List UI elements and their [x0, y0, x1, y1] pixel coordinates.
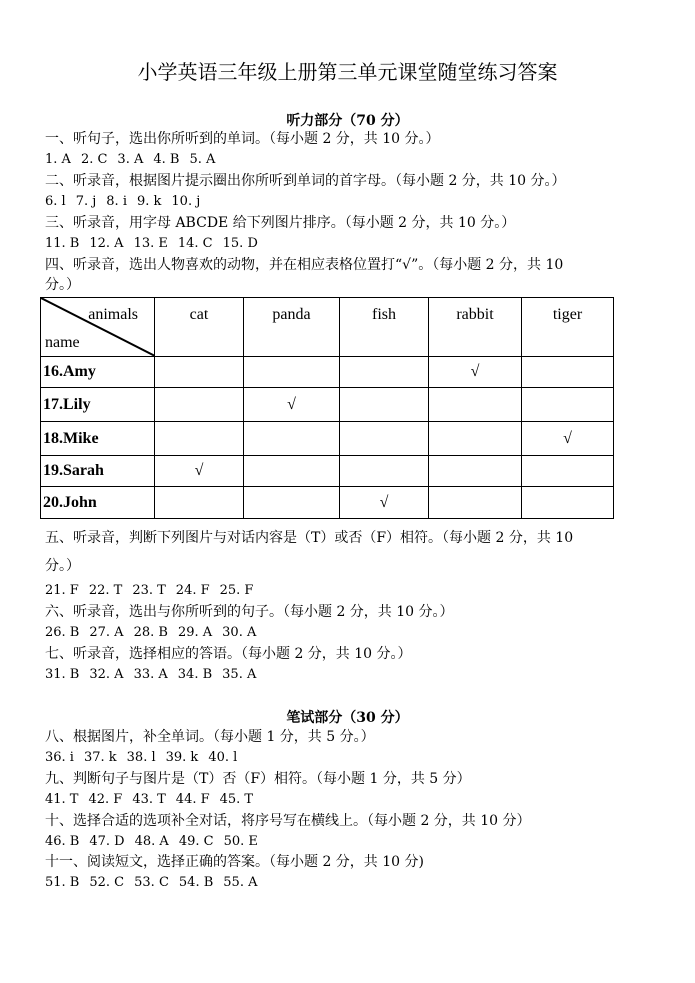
answer: 47. D	[89, 834, 125, 849]
column-header-label: panda	[272, 306, 311, 323]
question-1-prompt: 一、听句子，选出你所听到的单词。（每小题 2 分，共 10 分。）	[45, 131, 440, 147]
column-header-label: tiger	[552, 306, 583, 323]
column-header	[244, 298, 340, 357]
answer: 51. B	[45, 875, 80, 890]
question-8-answers	[45, 749, 247, 767]
answer: 34. B	[177, 667, 213, 682]
answer: 39. k	[165, 750, 199, 765]
answer: 28. B	[133, 625, 168, 640]
answer: 46. B	[45, 834, 80, 849]
row-name: 19.Sarah	[41, 456, 155, 487]
question-2-prompt: 二、听录音，根据图片提示圈出你所听到单词的首字母。（每小题 2 分，共 10 分。）	[45, 173, 566, 189]
table-row	[41, 422, 614, 456]
tick-cell: √	[429, 357, 522, 388]
tick-cell	[244, 422, 340, 456]
answer: 35. A	[222, 667, 257, 682]
answer: 1. A	[45, 152, 71, 167]
question-11-answers	[45, 874, 267, 892]
question-6-answers	[45, 624, 266, 642]
answer: 8. i	[106, 194, 127, 209]
column-header-label: fish	[372, 306, 396, 323]
answer: 26. B	[45, 625, 80, 640]
page-title: 小学英语三年级上册第三单元课堂随堂练习答案	[137, 60, 558, 84]
question-2-answers	[45, 193, 210, 211]
column-header-label: cat	[189, 306, 209, 323]
tick-cell	[429, 456, 522, 487]
row-name: 18.Mike	[41, 422, 155, 456]
tick-cell	[429, 487, 522, 519]
table-header-row	[41, 298, 614, 357]
row-name: 20.John	[41, 487, 155, 519]
tick-cell	[244, 487, 340, 519]
answer: 32. A	[89, 667, 124, 682]
table-row	[41, 456, 614, 487]
row-name: 16.Amy	[41, 357, 155, 388]
question-3-answers	[45, 235, 268, 253]
table-corner-cell	[41, 298, 155, 357]
question-5-answers	[45, 582, 263, 600]
listening-section-heading: 听力部分（70 分）	[286, 113, 409, 129]
question-4-prompt-line1: 四、听录音，选出人物喜欢的动物，并在相应表格位置打“√”。（每小题 2 分，共 10	[45, 257, 564, 273]
answer: 21. F	[45, 583, 79, 598]
tick-cell: √	[244, 388, 340, 422]
answer: 7. j	[75, 194, 97, 209]
question-8-prompt: 八、根据图片，补全单词。（每小题 1 分，共 5 分。）	[45, 729, 375, 745]
answer: 4. B	[153, 152, 180, 167]
column-header	[429, 298, 522, 357]
tick-cell: √	[155, 456, 244, 487]
tick-cell	[340, 456, 429, 487]
answer: 44. F	[175, 792, 210, 807]
answer: 53. C	[134, 875, 169, 890]
answer: 3. A	[117, 152, 144, 167]
answer: 30. A	[222, 625, 257, 640]
answer: 54. B	[178, 875, 214, 890]
question-6-prompt: 六、听录音，选出与你所听到的句子。（每小题 2 分，共 10 分。）	[45, 604, 454, 620]
answer: 33. A	[133, 667, 168, 682]
tick-cell	[429, 422, 522, 456]
table-row	[41, 357, 614, 388]
tick-cell	[155, 487, 244, 519]
answer: 11. B	[45, 236, 80, 251]
answer: 9. k	[136, 194, 162, 209]
answer: 24. F	[175, 583, 210, 598]
question-10-prompt: 十、选择合适的选项补全对话，将序号写在横线上。（每小题 2 分，共 10 分）	[45, 813, 531, 829]
answer: 25. F	[219, 583, 254, 598]
answer: 52. C	[89, 875, 125, 890]
tick-cell	[522, 357, 614, 388]
answer: 48. A	[134, 834, 169, 849]
question-7-prompt: 七、听录音，选择相应的答语。（每小题 2 分，共 10 分。）	[45, 646, 412, 662]
tick-cell	[155, 357, 244, 388]
answer: 2. C	[80, 152, 108, 167]
row-name: 17.Lily	[41, 388, 155, 422]
question-4-prompt-line2: 分。）	[45, 277, 80, 293]
answer: 22. T	[88, 583, 123, 598]
question-10-answers	[45, 833, 268, 851]
column-header	[340, 298, 429, 357]
tick-cell	[244, 357, 340, 388]
answer: 27. A	[89, 625, 124, 640]
column-header	[155, 298, 244, 357]
question-7-answers	[45, 666, 266, 684]
answer: 37. k	[83, 750, 117, 765]
answer: 36. i	[45, 750, 74, 765]
animal-preference-table	[40, 297, 614, 519]
answer: 41. T	[45, 792, 79, 807]
tick-cell	[340, 388, 429, 422]
answer: 49. C	[178, 834, 214, 849]
table-row	[41, 388, 614, 422]
answer: 13. E	[133, 236, 168, 251]
answer: 15. D	[222, 236, 258, 251]
tick-cell: √	[522, 422, 614, 456]
answer: 6. l	[45, 194, 66, 209]
tick-cell	[155, 422, 244, 456]
written-section-heading: 笔试部分（30 分）	[286, 710, 409, 726]
answer: 42. F	[88, 792, 123, 807]
answer: 40. l	[208, 750, 238, 765]
corner-label-animals: animals	[88, 306, 138, 323]
question-11-prompt: 十一、阅读短文，选择正确的答案。（每小题 2 分，共 10 分)	[45, 854, 424, 870]
question-5-prompt-line1: 五、听录音，判断下列图片与对话内容是（T）或否（F）相符。（每小题 2 分，共 10	[45, 530, 574, 546]
question-9-prompt: 九、判断句子与图片是（T）否（F）相符。（每小题 1 分，共 5 分）	[45, 771, 471, 787]
question-9-answers	[45, 791, 263, 809]
column-header	[522, 298, 614, 357]
corner-label-name: name	[45, 334, 80, 351]
answer: 5. A	[189, 152, 216, 167]
answer: 29. A	[177, 625, 213, 640]
tick-cell	[155, 388, 244, 422]
answer: 10. j	[171, 194, 201, 209]
answer: 45. T	[219, 792, 254, 807]
question-5-prompt-line2: 分。）	[45, 558, 80, 574]
tick-cell	[340, 422, 429, 456]
answer: 12. A	[89, 236, 124, 251]
answer: 14. C	[177, 236, 213, 251]
answer: 31. B	[45, 667, 80, 682]
table-row	[41, 487, 614, 519]
question-3-prompt: 三、听录音，用字母 ABCDE 给下列图片排序。（每小题 2 分，共 10 分。）	[45, 215, 516, 231]
tick-cell	[522, 388, 614, 422]
tick-cell: √	[340, 487, 429, 519]
answer: 55. A	[223, 875, 258, 890]
answer: 43. T	[132, 792, 166, 807]
answer: 50. E	[223, 834, 258, 849]
column-header-label: rabbit	[456, 306, 494, 323]
answer: 38. l	[126, 750, 156, 765]
question-1-answers	[45, 151, 225, 169]
tick-cell	[429, 388, 522, 422]
tick-cell	[244, 456, 340, 487]
answer: 23. T	[132, 583, 166, 598]
tick-cell	[340, 357, 429, 388]
tick-cell	[522, 456, 614, 487]
tick-cell	[522, 487, 614, 519]
